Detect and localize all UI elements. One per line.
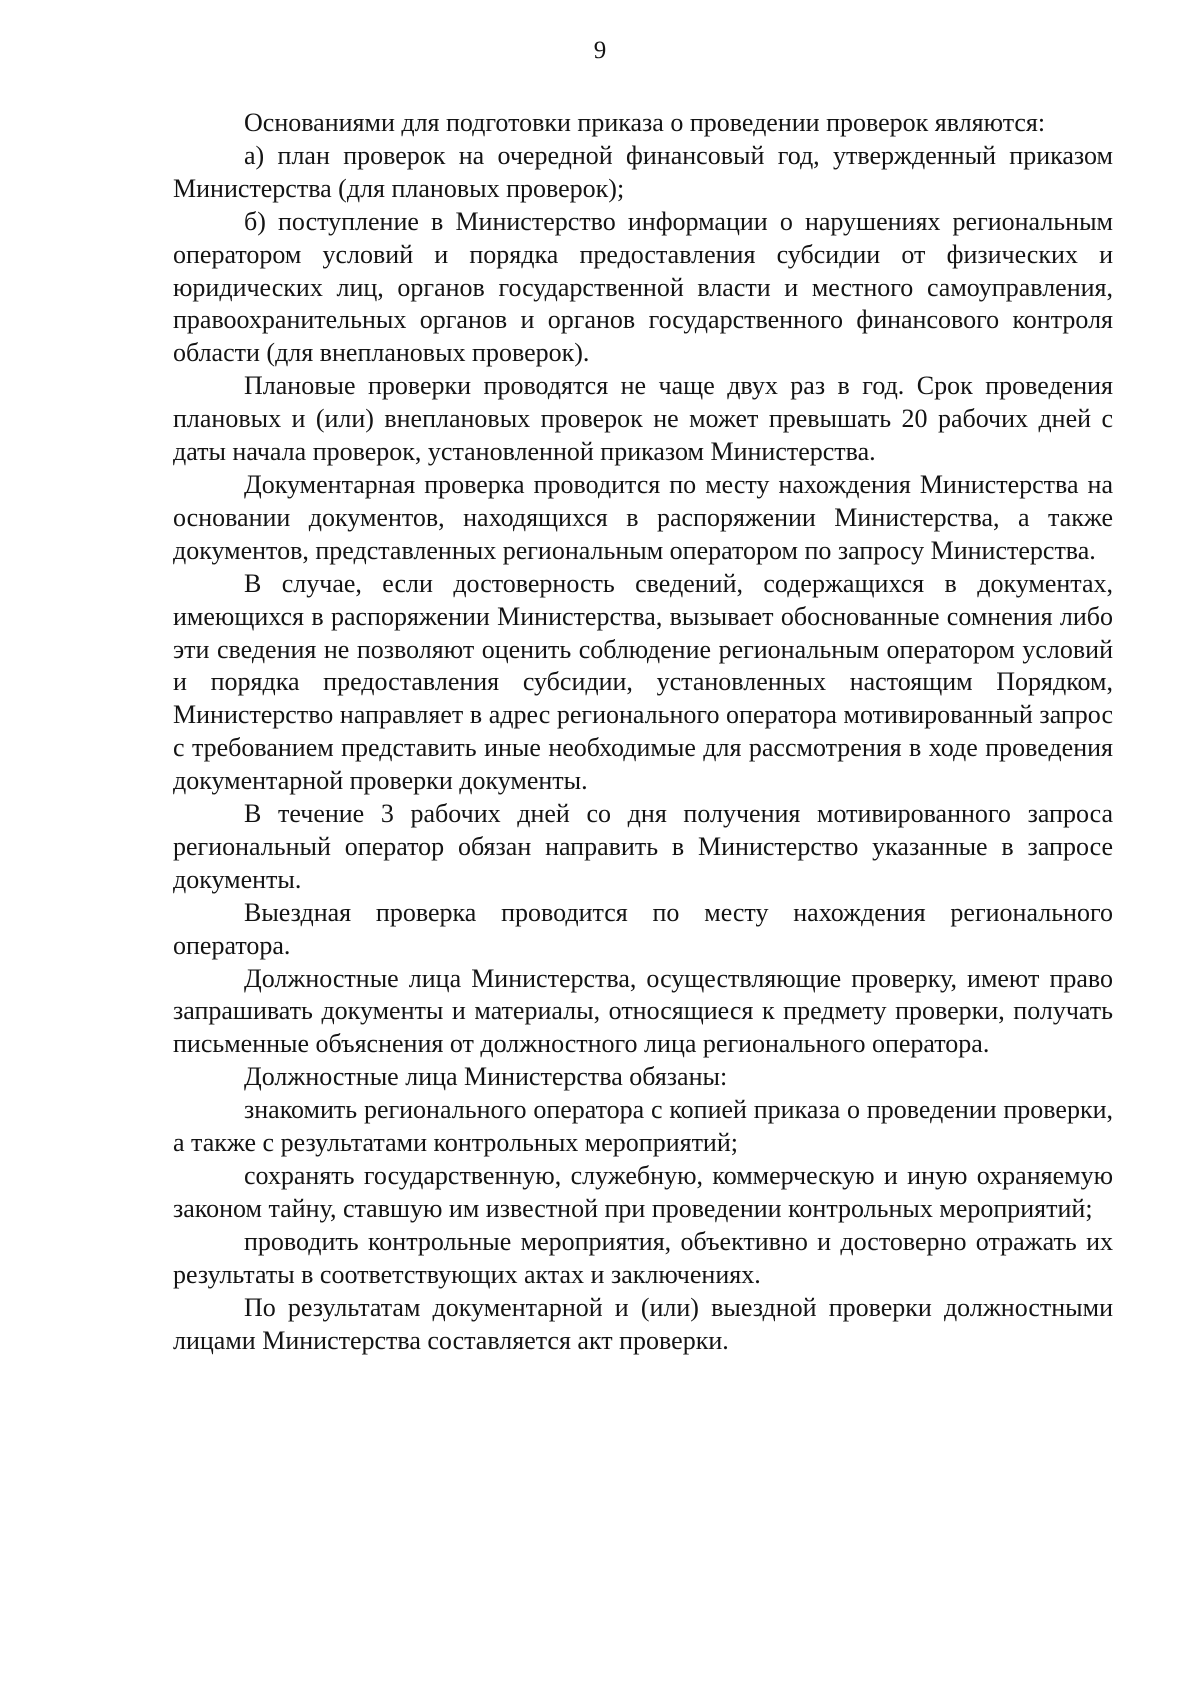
paragraph-duty-confidentiality: сохранять государственную, служебную, коммерческую и иную охраняемую законом тайну, ставшую им известной при проведении контрольных мероприятий; (173, 1161, 1113, 1223)
document-body (173, 107, 1113, 1357)
paragraph-officials-rights: Должностные лица Министерства, осуществляющие проверку, имеют право запрашивать документы и материалы, относящиеся к предмету проверки, получать письменные объяснения от должностного лица регионального оператора. (173, 963, 1113, 1059)
paragraph-duty-familiarize: знакомить регионального оператора с копией приказа о проведении проверки, а также с результатами контрольных мероприятий; (173, 1095, 1113, 1158)
page-number: 9 (593, 37, 607, 64)
paragraph-field-check: Выездная проверка проводится по месту нахождения регионального оператора. (173, 897, 1113, 960)
paragraph-duty-objectivity: проводить контрольные мероприятия, объективно и достоверно отражать их результаты в соответствующих актах и заключениях. (173, 1226, 1113, 1289)
paragraph-check-act: По результатам документарной и (или) выездной проверки должностными лицами Министерства составляется акт проверки. (173, 1292, 1113, 1355)
paragraph-reliability-doubts: В случае, если достоверность сведений, содержащихся в документах, имеющихся в распоряжении Министерства, вызывает обоснованные сомнения либо эти сведения не позволяют оценить соблюдение региональным оператором условий и порядка предоставления субсидии, установленных настоящим Порядком, Министерство направляет в адрес регионального оператора мотивированный запрос с требованием представить иные необходимые для рассмотрения в ходе проведения документарной проверки документы. (173, 568, 1113, 796)
paragraph-item-a: а) план проверок на очередной финансовый год, утвержденный приказом Министерства (для плановых проверок); (173, 140, 1113, 203)
paragraph-item-b: б) поступление в Министерство информации о нарушениях региональным оператором условий и порядка предоставления субсидии от физических и юридических лиц, органов государственной власти и местного самоуправления, правоохранительных органов и органов государственного финансового контроля области (для внеплановых проверок). (173, 206, 1113, 368)
paragraph-officials-duties: Должностные лица Министерства обязаны: (244, 1062, 728, 1092)
paragraph-documentary-check: Документарная проверка проводится по месту нахождения Министерства на основании документов, находящихся в распоряжении Министерства, а также документов, представленных региональным оператором по запросу Министерства. (173, 469, 1113, 565)
paragraph-response-deadline: В течение 3 рабочих дней со дня получения мотивированного запроса региональный оператор обязан направить в Министерство указанные в запросе документы. (173, 799, 1113, 894)
paragraph-grounds: Основаниями для подготовки приказа о проведении проверок являются: (244, 108, 1046, 137)
paragraph-planned-checks: Плановые проверки проводятся не чаще двух раз в год. Срок проведения плановых и (или) внеплановых проверок не может превышать 20 рабочих дней с даты начала проверок, установленной приказом Министерства. (173, 371, 1113, 467)
